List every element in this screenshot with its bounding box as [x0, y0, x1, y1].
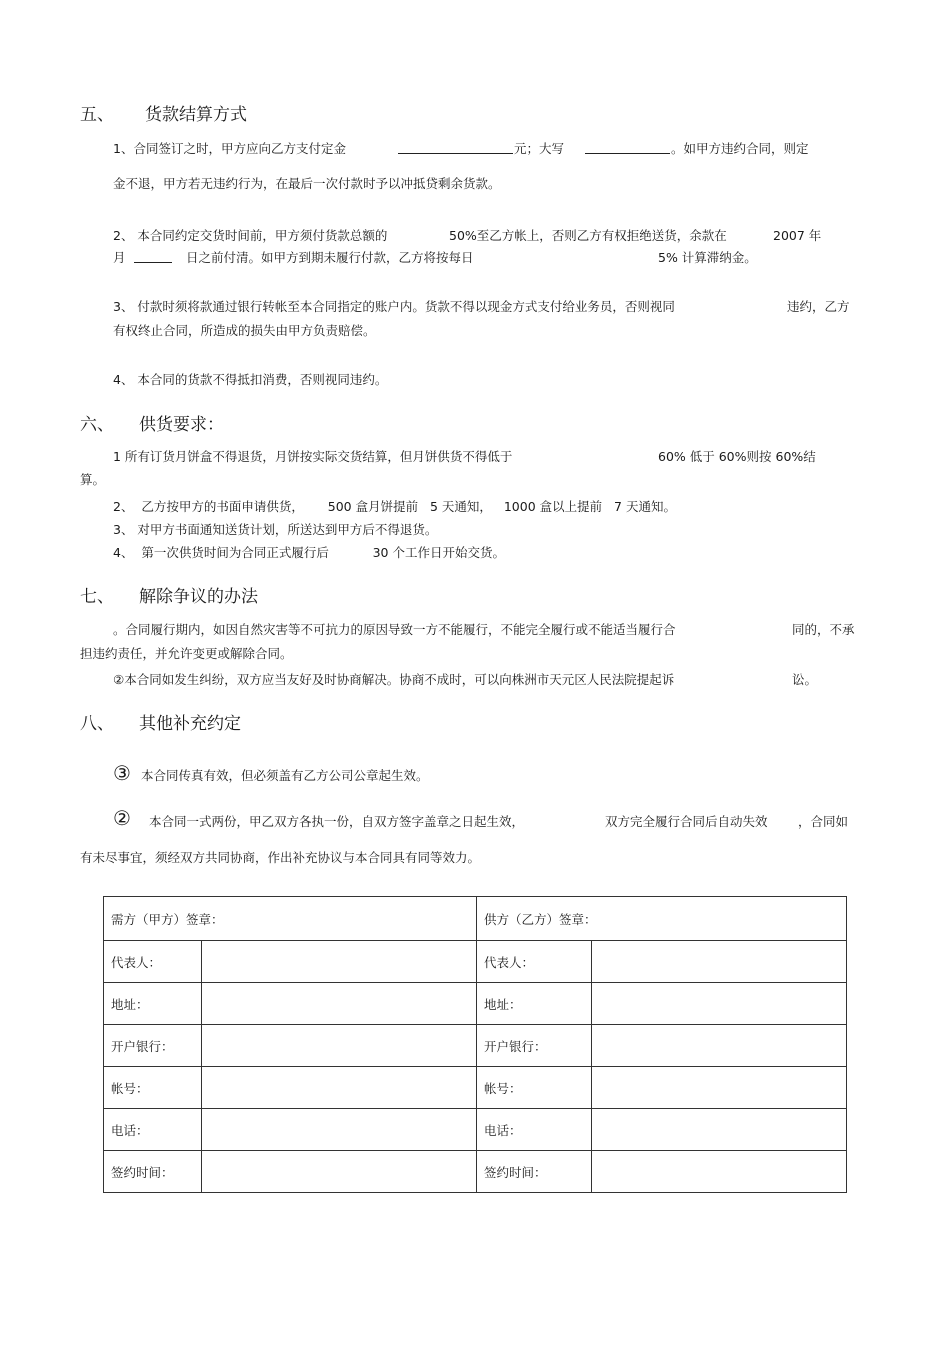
seller-account-value[interactable] — [592, 1067, 847, 1109]
s5-p1-text-a: 1、合同签订之时，甲方应向乙方支付定金 — [113, 141, 346, 156]
signature-header-row — [104, 897, 847, 941]
s5-p4-text: 4、 本合同的货款不得抵扣消费，否则视同违约。 — [113, 372, 388, 387]
seller-bank-value[interactable] — [592, 1025, 847, 1067]
buyer-address-value[interactable] — [202, 983, 477, 1025]
buyer-representative-label: 代表人： — [104, 941, 202, 983]
section-5-number: 五、 — [80, 105, 114, 125]
seller-account-label: 帐号： — [477, 1067, 592, 1109]
seller-phone-label: 电话： — [477, 1109, 592, 1151]
seller-sign-date-value[interactable] — [592, 1151, 847, 1193]
s5-p3-text-c: 有权终止合同，所造成的损失由甲方负责赔偿。 — [113, 323, 376, 338]
table-row — [104, 941, 847, 983]
s5-p2-text-f: 5% 计算滞纳金。 — [658, 250, 757, 265]
s8-item2-text-b: 双方完全履行合同后自动失效 — [605, 814, 768, 829]
s6-p1-text-b: 60% 低于 60%则按 60%结 — [658, 449, 816, 464]
table-row — [104, 1067, 847, 1109]
s6-p1-text-a: 1 所有订货月饼盒不得退货，月饼按实际交货结算，但月饼供货不得低于 — [113, 449, 513, 464]
s7-p1-text-c: 担违约责任，并允许变更或解除合同。 — [80, 646, 293, 661]
seller-sign-date-label: 签约时间： — [477, 1151, 592, 1193]
s5-p2-text-e: 日之前付清。如甲方到期未履行付款，乙方将按每日 — [186, 250, 474, 265]
buyer-sign-date-value[interactable] — [202, 1151, 477, 1193]
deposit-amount-blank — [398, 141, 513, 154]
table-row — [104, 1109, 847, 1151]
buyer-account-label: 帐号： — [104, 1067, 202, 1109]
section-5-title: 货款结算方式 — [145, 105, 247, 125]
s5-p2-text-a: 2、 本合同约定交货时间前，甲方须付货款总额的 — [113, 228, 388, 243]
s5-p1-text-d: 金不退，甲方若无违约行为，在最后一次付款时予以冲抵贷剩余货款。 — [113, 176, 501, 191]
seller-signature-cell: 供方（乙方）签章： — [477, 897, 847, 941]
table-row — [104, 1025, 847, 1067]
section-8-number: 八、 — [80, 714, 114, 734]
section-6-number: 六、 — [80, 415, 114, 435]
buyer-address-label: 地址： — [104, 983, 202, 1025]
s5-p2-text-c: 2007 年 — [773, 228, 822, 243]
buyer-account-value[interactable] — [202, 1067, 477, 1109]
signature-table — [103, 896, 847, 1193]
s7-p1-text-b: 同的，不承 — [792, 622, 855, 637]
table-row — [104, 1151, 847, 1193]
s6-p2-text: 2、 乙方按甲方的书面申请供货， 500 盒月饼提前 5 天通知， 1000 盒以上提前 7 天通知。 — [113, 499, 676, 514]
seller-bank-label: 开户银行： — [477, 1025, 592, 1067]
seller-address-value[interactable] — [592, 983, 847, 1025]
s6-p1-text-c: 算。 — [80, 472, 106, 487]
s5-p3-text-b: 违约，乙方 — [787, 299, 850, 314]
buyer-phone-label: 电话： — [104, 1109, 202, 1151]
s5-p1-text-b: 元；大写 — [514, 141, 565, 156]
s5-p2-text-d: 月 — [113, 250, 126, 265]
s8-item1-text: 本合同传真有效，但必须盖有乙方公司公章起生效。 — [141, 768, 429, 783]
s8-item2-text-d: 有未尽事宜，须经双方共同协商，作出补充协议与本合同具有同等效力。 — [80, 850, 481, 865]
buyer-signature-cell: 需方（甲方）签章： — [104, 897, 477, 941]
s8-item2-text-c: ，合同如 — [798, 814, 849, 829]
s5-p3-text-a: 3、 付款时须将款通过银行转帐至本合同指定的账户内。货款不得以现金方式支付给业务员，否则视同 — [113, 299, 675, 314]
table-row — [104, 983, 847, 1025]
deposit-words-blank — [585, 141, 670, 154]
s5-p1-text-c: 。如甲方违约合同，则定 — [671, 141, 809, 156]
buyer-bank-label: 开户银行： — [104, 1025, 202, 1067]
section-8-title: 其他补充约定 — [139, 714, 241, 734]
section-6-title: 供货要求： — [139, 415, 224, 435]
s7-p1-text-a: 。合同履行期内，如因自然灾害等不可抗力的原因导致一方不能履行，不能完全履行或不能适当履行合 — [113, 622, 676, 637]
s6-p3-text: 3、 对甲方书面通知送货计划，所送达到甲方后不得退货。 — [113, 522, 438, 537]
buyer-representative-value[interactable] — [202, 941, 477, 983]
circled-three-mark: ③ — [113, 761, 131, 785]
seller-representative-label: 代表人： — [477, 941, 592, 983]
buyer-sign-date-label: 签约时间： — [104, 1151, 202, 1193]
s8-item2-text-a: 本合同一式两份，甲乙双方各执一份，自双方签字盖章之日起生效， — [149, 814, 525, 829]
s5-p2-text-b: 50%至乙方帐上，否则乙方有权拒绝送货，余款在 — [449, 228, 727, 243]
s6-p4-text: 4、 第一次供货时间为合同正式履行后 30 个工作日开始交货。 — [113, 545, 505, 560]
s7-p2-text-b: 讼。 — [792, 672, 818, 687]
seller-address-label: 地址： — [477, 983, 592, 1025]
buyer-bank-value[interactable] — [202, 1025, 477, 1067]
section-7-number: 七、 — [80, 587, 114, 607]
section-7-title: 解除争议的办法 — [139, 587, 258, 607]
seller-phone-value[interactable] — [592, 1109, 847, 1151]
circled-two-mark: ② — [113, 806, 131, 830]
buyer-phone-value[interactable] — [202, 1109, 477, 1151]
s7-p2-text-a: ②本合同如发生纠纷，双方应当友好及时协商解决。协商不成时，可以向株洲市天元区人民法院提起诉 — [113, 672, 675, 687]
seller-representative-value[interactable] — [592, 941, 847, 983]
payment-day-blank — [134, 250, 172, 263]
